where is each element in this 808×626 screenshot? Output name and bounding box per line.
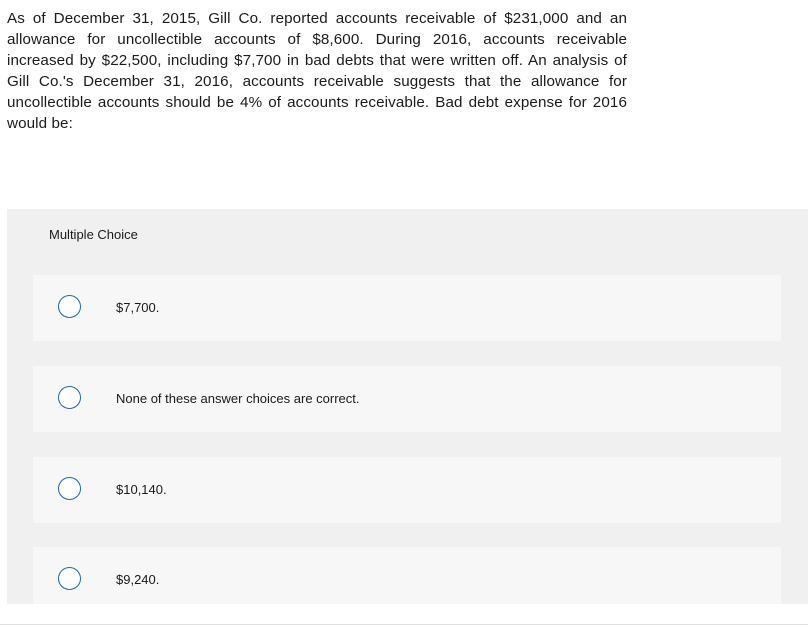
radio-button-icon[interactable] bbox=[58, 386, 81, 409]
answer-option-4[interactable] bbox=[33, 547, 781, 604]
divider bbox=[0, 624, 808, 625]
radio-button-icon[interactable] bbox=[58, 567, 81, 590]
radio-button-icon[interactable] bbox=[58, 295, 81, 318]
question-text: As of December 31, 2015, Gill Co. reported accounts receivable of $231,000 and an allowance for uncollectible accounts of $8,600. During 2016, accounts receivable increased by $22,500, including $7,700 in bad debts that were written off. An analysis of Gill Co.'s December 31, 2016, accounts receivable suggests that the allowance for uncollectible accounts should be 4% of accounts receivable. Bad debt expense for 2016 would be: bbox=[7, 10, 627, 132]
answer-option-label: None of these answer choices are correct. bbox=[116, 391, 360, 406]
answer-option-1[interactable] bbox=[33, 275, 781, 341]
answer-option-2[interactable] bbox=[33, 366, 781, 432]
multiple-choice-panel bbox=[7, 209, 808, 604]
multiple-choice-header: Multiple Choice bbox=[49, 227, 138, 242]
answer-option-label: $10,140. bbox=[116, 482, 167, 497]
answer-option-label: $7,700. bbox=[116, 300, 160, 315]
radio-button-icon[interactable] bbox=[58, 477, 81, 500]
answer-option-3[interactable] bbox=[33, 457, 781, 523]
answer-option-label: $9,240. bbox=[116, 572, 160, 587]
